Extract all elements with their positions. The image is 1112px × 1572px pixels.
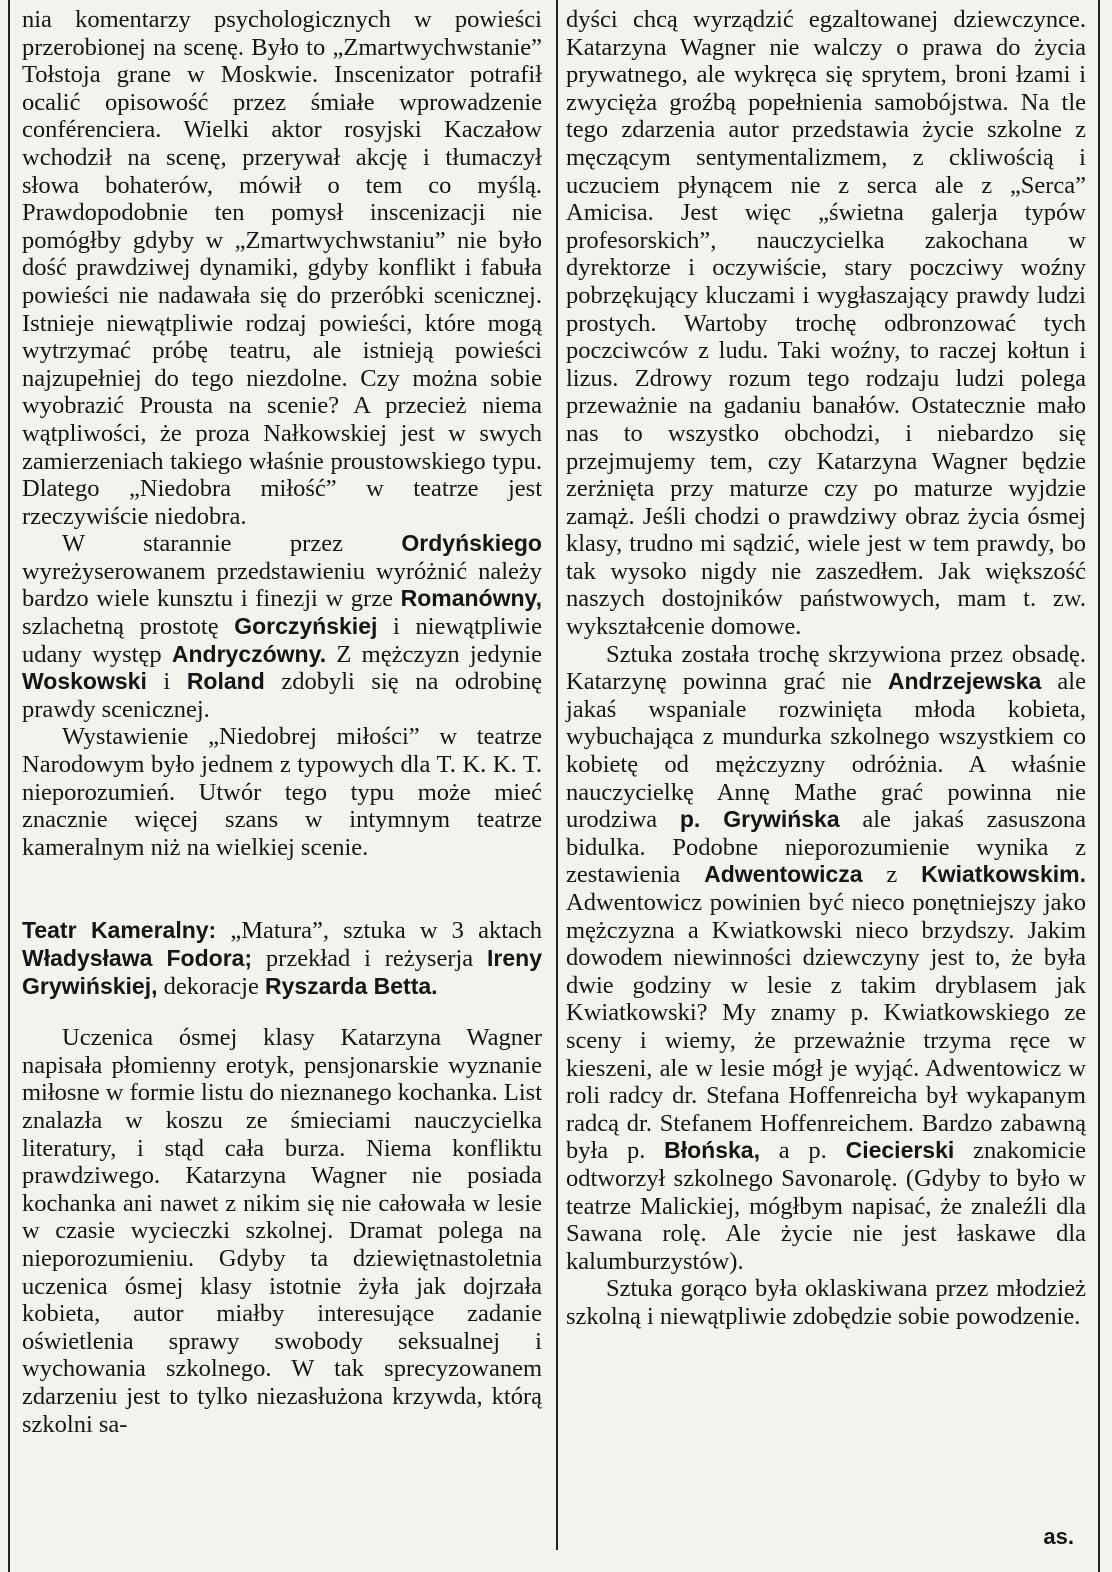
actor-name: Andrzejewska	[887, 668, 1042, 695]
right-paragraph-1: dyści chcą wyrządzić egzaltowanej dziewczynce. Katarzyna Wagner nie walczy o prawa do życia prywatnego, ale wykręca się sprytem, broni łzami i zwycięża groźbą popełnienia samobójstwa. Na tle tego zdarzenia autor przedstawia życie szkolne z męczącym sentymentalizmem, z ckliwością i uczuciem płynącem nie z serca ale z „Serca” Amicisa. Jest więc „świetna galerja typów profesorskich”, nauczycielka zakochana w dyrektorze i oczywiście, stary poczciwy woźny pobrzękujący kluczami i wygłaszający prawdy ludzi prostych. Wartoby trochę odbronzować tych poczciwców z ludu. Taki woźny, to raczej kołtun i lizus. Zdrowy rozum tego rodzaju ludzi polega przeważnie na gadaniu banałów. Ostatecznie mało nas to wszystko obchodzi, i niebardzo się przejmujemy tem, czy Katarzyna Wagner będzie zerżnięta przy maturze czy po maturze wyjdzie zamąż. Jeśli chodzi o prawdziwy obraz życia ósmej klasy, trudno mi sądzić, wiele jest w tem prawdy, bo tak wysoko nigdy nie zaszedłem. Jak większość naszych dostojników państwowych, mam t. zw. wykształcenie domowe.	[566, 6, 1086, 641]
review-heading	[22, 917, 542, 1000]
actor-name: Ciecierski	[845, 1137, 955, 1164]
actor-name: Ordyńskiego	[401, 530, 542, 557]
text: Sztuka została trochę skrzywiona przez obsadę. Katarzynę powinna grać nie	[566, 640, 1086, 696]
text: zdobyli się na odrobinę prawdy scenicznej.	[22, 668, 542, 723]
text: Z mężczyzn jedynie	[326, 640, 542, 668]
text: a p.	[760, 1137, 846, 1165]
right-column	[566, 6, 1086, 1331]
left-paragraph-1: nia komentarzy psychologicznych w powieści przerobionej na scenę. Było to „Zmartwychwstanie” Tołstoja grane w Moskwie. Inscenizator potrafił ocalić opisowość przez śmiałe wprowadzenie conférenciera. Wielki aktor rosyjski Kaczałow wchodził na scenę, przerywał akcję i tłumaczył słowa bohaterów, mówił o tem co myślą. Prawdopodobnie ten pomysł inscenizacji nie pomógłby gdyby w „Zmartwychwstaniu” nie było dość prawdziwej dynamiki, gdyby konflikt i fabuła powieści nie nadawała się do przeróbki scenicznej. Istnieje niewątpliwie rodzaj powieści, które mogą wytrzymać próbę teatru, ale istnieją powieści najzupełniej do tego niezdolne. Czy można sobie wyobrazić Prousta na scenie? A przecież niema wątpliwości, że proza Nałkowskiej jest w swych zamierzeniach takiego właśnie proustowskiego typu. Dlatego „Niedobra miłość” w teatrze jest rzeczywiście niedobra.	[22, 6, 542, 530]
actor-name: Adwentowicza	[704, 861, 863, 888]
text: ale jakaś zasuszona bidulka. Podobne nieporozumienie wynika z zestawienia	[566, 806, 1086, 889]
text: szlachetną prostotę	[22, 613, 235, 641]
spacer	[22, 1000, 542, 1024]
spacer	[22, 861, 542, 917]
actor-name: Roland	[186, 668, 265, 695]
actor-name: Woskowski	[22, 668, 147, 695]
author-signature: as.	[1043, 1524, 1074, 1549]
text: znakomicie odtworzył szkolnego Savonarolę. (Gdyby to było w teatrze Malickiej, mógłbym napisać, że znaleźli dla Sawana rolę. Ale życie nie jest łaskawe dla kalumburzystów).	[566, 1137, 1086, 1275]
text: i	[146, 668, 187, 696]
designer-name: Ryszarda Betta.	[264, 972, 438, 999]
text: W starannie przez	[62, 530, 402, 558]
text: ale jakaś wspaniale rozwinięta młoda kobieta, wybuchająca z mundurka szkolnego wszystkiem co kobietę od mężczyzny odróżnia. A właśnie nauczycielkę Annę Mathe grać powinna nie urodziwa	[566, 668, 1086, 834]
text: przekład i reżyserja	[252, 945, 488, 972]
text: „Matura”, sztuka w 3 aktach	[216, 917, 542, 945]
right-paragraph-2	[566, 641, 1086, 1276]
text: dekoracje	[157, 972, 265, 1000]
director-name: Ireny Grywińskiej,	[22, 945, 542, 999]
actor-name: Błońska,	[664, 1137, 760, 1164]
actor-name: Gorczyńskiej	[234, 613, 378, 640]
right-column-rule	[1098, 0, 1100, 1572]
left-column-rule	[8, 0, 10, 1572]
right-paragraph-3: Sztuka gorąco była oklaskiwana przez młodzież szkolną i niewątpliwie zdobędzie sobie powodzenie.	[566, 1275, 1086, 1330]
column-divider	[556, 0, 558, 1550]
text: Adwentowicz powinien być nieco ponętniejszy jako mężczyzna a Kwiatkowski nieco brzydszy. Jakim dowodem niewinności dziewczyny jest to, że była dwie godziny w lesie z takim dryblasem jak Kwiatkowski? My znamy p. Kwiatkowskiego ze sceny i wiemy, że przeważnie trzyma ręce w kieszeni, ale w lesie mógł je wyjąć. Adwentowicz w roli radcy dr. Stefana Hoffenreicha był wykapanym radcą dr. Stefanem Hoffenreichem. Bardzo zabawną była p.	[566, 889, 1086, 1165]
actor-name: p. Grywińska	[679, 806, 840, 833]
left-column	[22, 6, 542, 1438]
left-paragraph-4: Uczenica ósmej klasy Katarzyna Wagner napisała płomienny erotyk, pensjonarskie wyznanie miłosne w formie listu do nieznanego kochanka. List znalazła w koszu ze śmieciami nauczycielka literatury, i stąd cała burza. Niema konfliktu prawdziwego. Katarzyna Wagner nie posiada kochanka ani nawet z nikim się nie całowała w lesie w czasie wycieczki szkolnej. Dramat polega na nieporozumieniu. Gdyby ta dziewiętnastoletnia uczenica ósmej klasy istotnie żyła jak dojrzała kobieta, autor miałby interesujące zadanie oświetlenia sprawy swobody seksualnej i wychowania szkolnego. W tak sprecyzowanem zdarzeniu jest to tylko niezasłużona krzywda, którą szkolni sa-	[22, 1024, 542, 1438]
actor-name: Kwiatkowskim.	[921, 861, 1086, 888]
text: z	[862, 861, 922, 889]
actor-name: Andryczówny.	[171, 640, 327, 667]
theatre-name: Teatr Kameralny:	[22, 917, 217, 944]
text: wyreżyserowanem przedstawieniu wyróżnić należy bardzo wiele kunsztu i finezji w grze	[22, 557, 542, 613]
author-name: Władysława Fodora;	[22, 945, 253, 971]
left-paragraph-2	[22, 530, 542, 723]
text: i niewątpliwie udany występ	[22, 613, 542, 668]
actor-name: Romanówny,	[400, 585, 542, 612]
left-paragraph-3: Wystawienie „Niedobrej miłości” w teatrze Narodowym było jednem z typowych dla T. K. K. T. nieporozumień. Utwór tego typu może mieć znacznie więcej szans w intymnym teatrze kameralnym niż na wielkiej scenie.	[22, 723, 542, 861]
